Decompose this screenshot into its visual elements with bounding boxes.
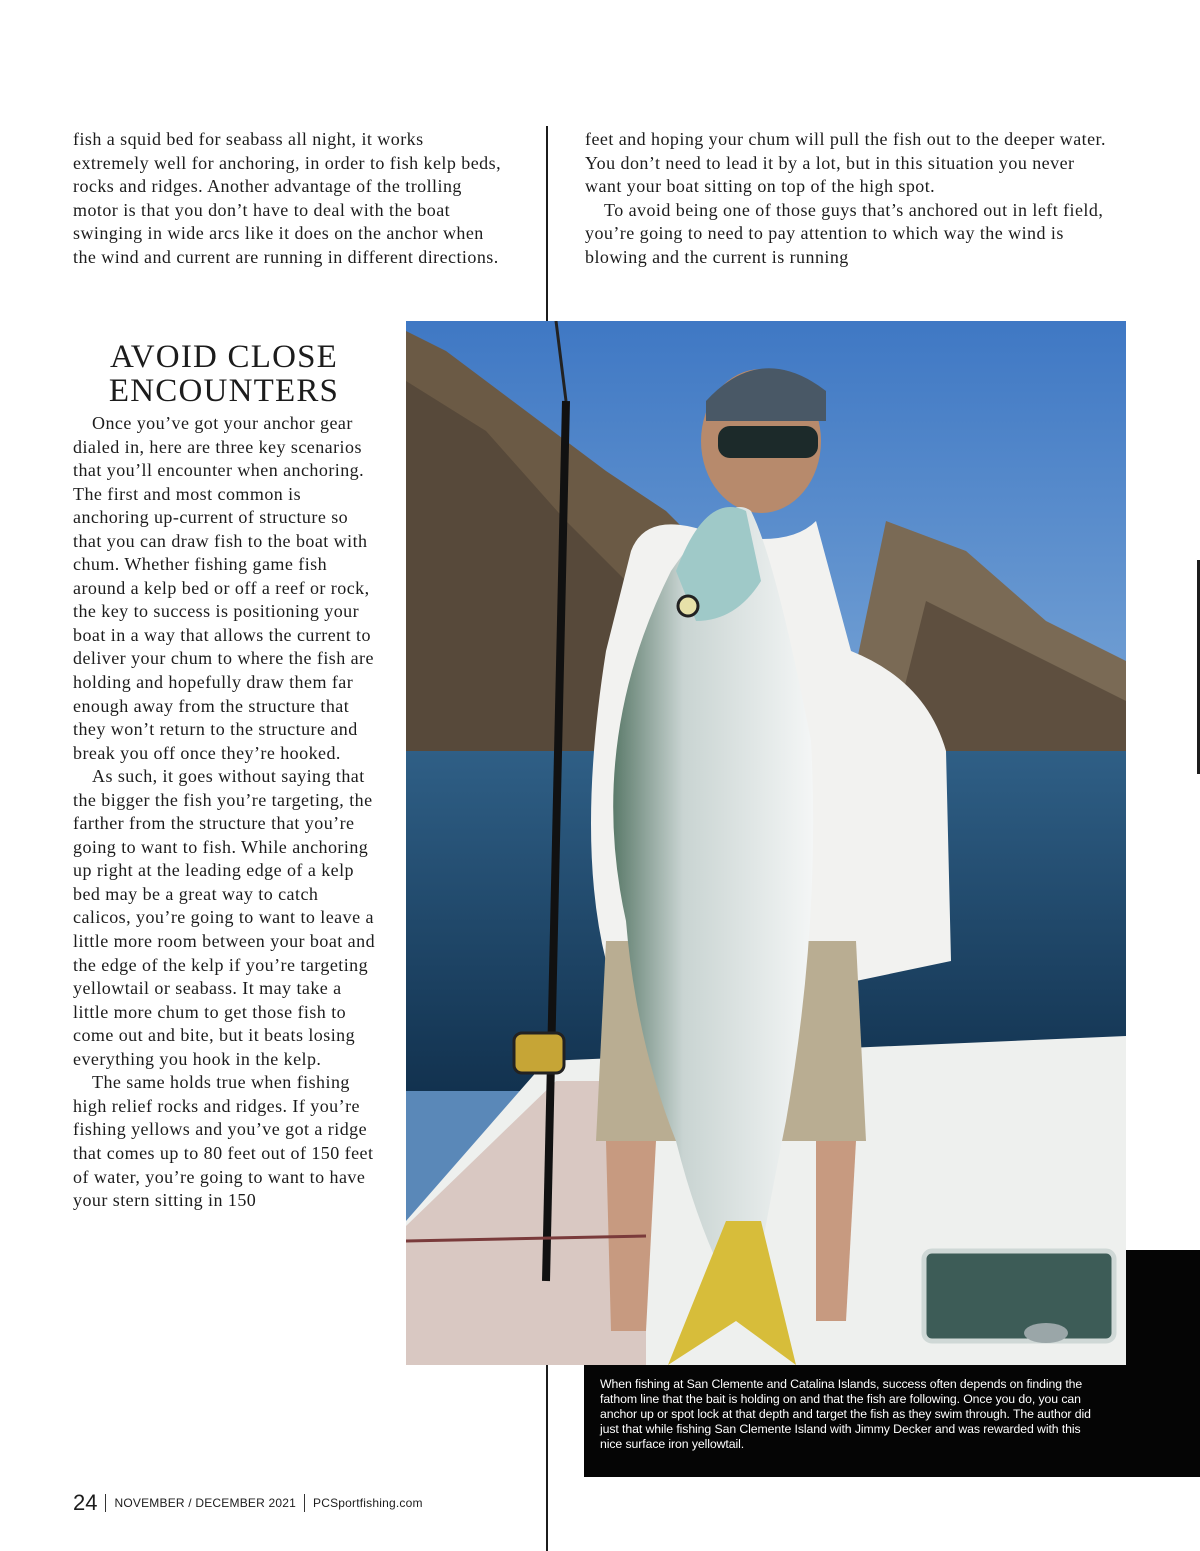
column-divider-top (546, 126, 548, 322)
page-footer (73, 1486, 423, 1520)
footer-separator (105, 1494, 106, 1512)
article-text-top-right (585, 128, 1115, 269)
section-heading: AVOID CLOSE ENCOUNTERS (108, 339, 340, 409)
article-paragraph: As such, it goes without saying that the bigger the fish you’re targeting, the farther from the structure that you’re going to want to fish. While anchoring up right at the leading edge of a kelp bed may be a great way to catch calicos, you’re going to want to leave a little more room between your boat and the edge of the kelp if you’re targeting yellowtail or seabass. It may take a little more chum to get those fish to come out and bite, but it beats losing everything you hook in the kelp. (73, 766, 376, 1069)
article-paragraph: feet and hoping your chum will pull the fish out to the deeper water. You don’t need to lead it by a lot, but in this situation you never want your boat sitting on top of the high spot. (585, 129, 1106, 196)
photo-caption-box (584, 1365, 1200, 1477)
photo-caption: When fishing at San Clemente and Catalina Islands, success often depends on finding the fathom line that the bait is holding on and that the fish are following. Once you do, you can anchor up or spot lock at that depth and target the fish as they swim through. The author did just that while fishing San Clemente Island with Jimmy Decker and was rewarded with this nice surface iron yellowtail. (600, 1377, 1091, 1451)
footer-separator (304, 1494, 305, 1512)
column-divider-bottom (546, 1365, 548, 1551)
article-sidebar-column (73, 340, 378, 1213)
article-text-top-left: fish a squid bed for seabass all night, it works extremely well for anchoring, in order to fish kelp beds, rocks and ridges. Another advantage of the trolling motor is that you don’t have to deal with the boat swinging in wide arcs like it does on the anchor when the wind and current are running in different directions. (73, 129, 502, 267)
issue-date: NOVEMBER / DECEMBER 2021 (114, 1496, 297, 1510)
article-paragraph: The same holds true when fishing high relief rocks and ridges. If you’re fishing yellows and you’ve got a ridge that comes up to 80 feet out of 150 feet of water, you’re going to want to have your stern sitting in 150 (73, 1072, 374, 1211)
website-link[interactable]: PCSportfishing.com (313, 1496, 423, 1510)
photo-illustration (406, 321, 1126, 1365)
article-paragraph: To avoid being one of those guys that’s anchored out in left field, you’re going to need to pay attention to which way the wind is blowing and the current is running (585, 199, 1104, 267)
yellowtail-photo (406, 321, 1126, 1365)
decorative-black-block (1126, 1250, 1200, 1365)
article-paragraph: Once you’ve got your anchor gear dialed in, here are three key scenarios that you’ll encounter when anchoring. The first and most common is anchoring up-current of structure so that you can draw fish to the boat with chum. Whether fishing game fish around a kelp bed or off a reef or rock, the key to success is positioning your boat in a way that allows the current to deliver your chum to where the fish are holding and hopefully draw them far enough away from the structure that they won’t return to the structure and break you off once they’re hooked. (73, 413, 374, 763)
page-number: 24 (73, 1490, 98, 1515)
